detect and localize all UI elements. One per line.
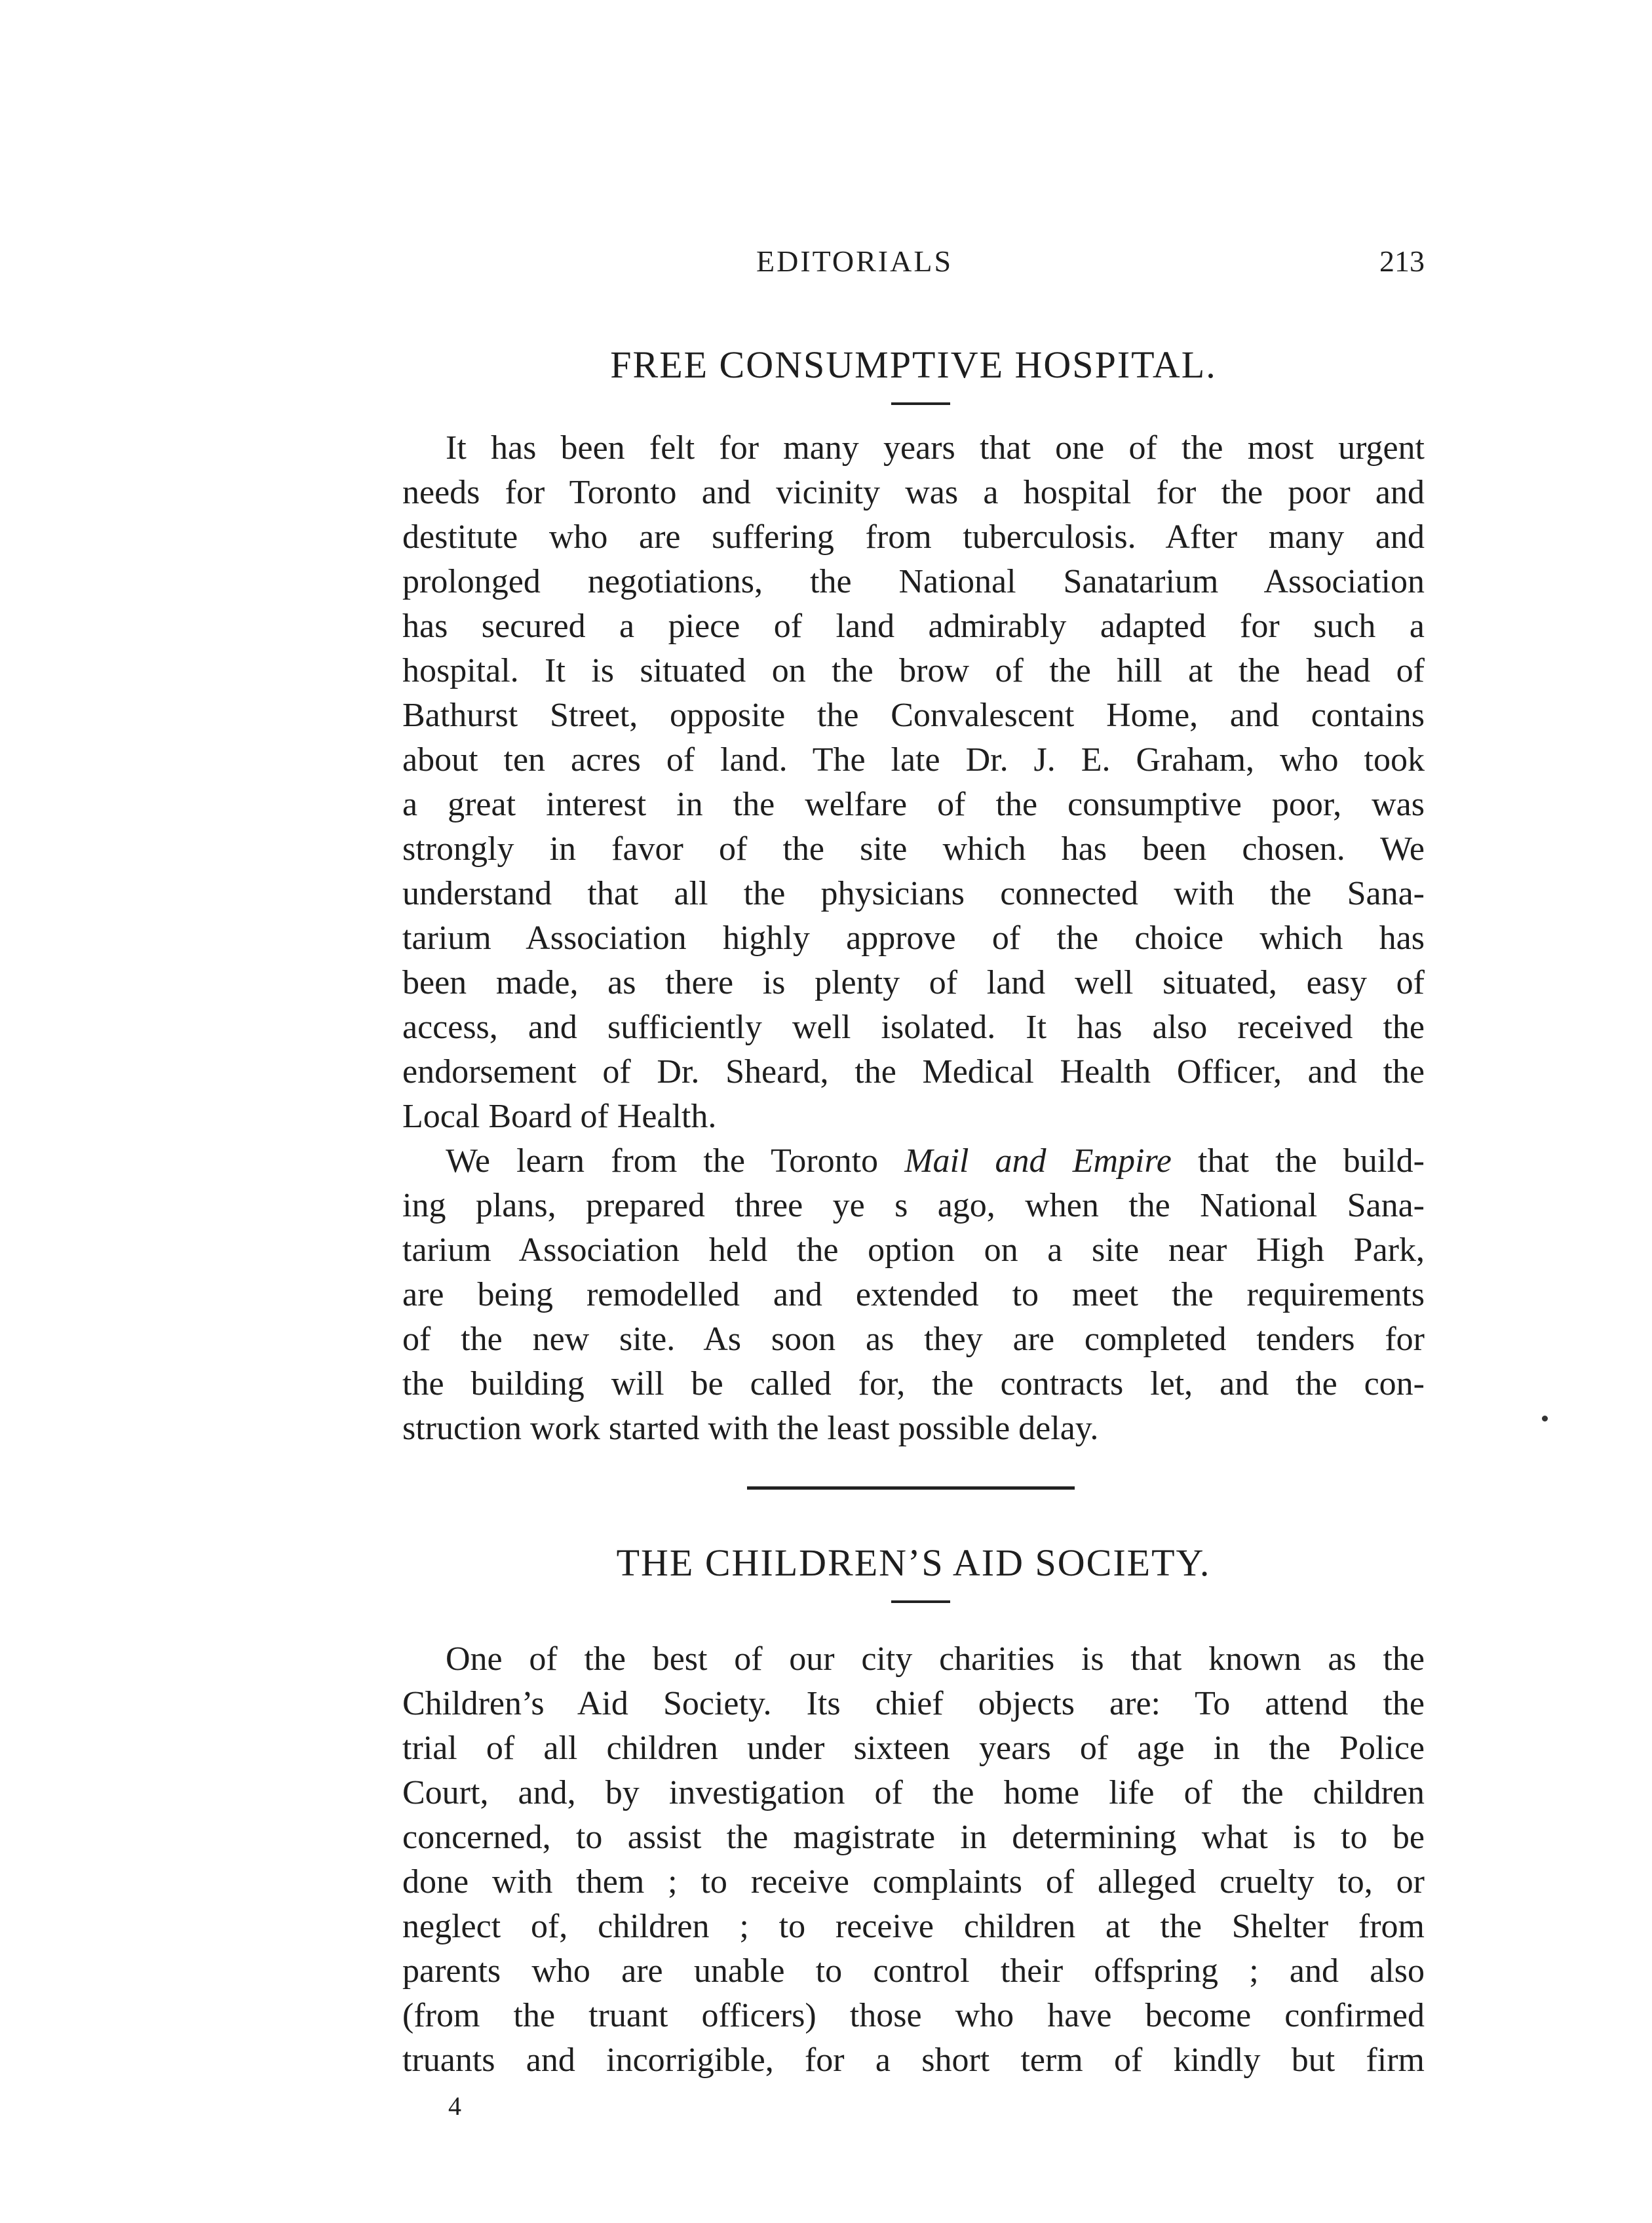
text-line: done with them ; to receive complaints of alleged cruelty to, or bbox=[402, 1863, 1425, 1901]
article-body-childrens-aid bbox=[402, 1637, 1425, 2083]
text-fragment: We learn from the Toronto bbox=[446, 1142, 905, 1180]
article-title-hospital: FREE CONSUMPTIVE HOSPITAL. bbox=[610, 343, 1217, 386]
text-line: (from the truant officers) those who have become confirmed bbox=[402, 1997, 1425, 2034]
text-line: Children’s Aid Society. Its chief objects are: To attend the bbox=[402, 1685, 1425, 1722]
text-line: Local Board of Health. bbox=[402, 1098, 717, 1135]
text-line: been made, as there is plenty of land well situated, easy of bbox=[402, 964, 1425, 1001]
article-body-hospital bbox=[402, 426, 1425, 1451]
title-rule bbox=[891, 402, 950, 405]
text-line: ing plans, prepared three ye s ago, when the National Sana- bbox=[402, 1187, 1425, 1224]
text-line: needs for Toronto and vicinity was a hospital for the poor and bbox=[402, 474, 1425, 511]
text-line: destitute who are suffering from tuberculosis. After many and bbox=[402, 518, 1425, 556]
running-head-title: EDITORIALS bbox=[756, 244, 953, 278]
text-line: trial of all children under sixteen years of age in the Police bbox=[402, 1730, 1425, 1767]
text-line: the building will be called for, the contracts let, and the con- bbox=[402, 1365, 1425, 1402]
running-head bbox=[402, 244, 1425, 290]
text-line: Court, and, by investigation of the home life of the children bbox=[402, 1774, 1425, 1811]
text-line: tarium Association highly approve of the choice which has bbox=[402, 919, 1425, 957]
text-line: about ten acres of land. The late Dr. J. E. Graham, who took bbox=[402, 741, 1425, 779]
text-line: tarium Association held the option on a site near High Park, bbox=[402, 1231, 1425, 1269]
text-line: parents who are unable to control their offspring ; and also bbox=[402, 1952, 1425, 1990]
text-line bbox=[402, 1139, 1425, 1184]
text-line: One of the best of our city charities is that known as the bbox=[446, 1640, 1425, 1678]
text-line: a great interest in the welfare of the consumptive poor, was bbox=[402, 786, 1425, 823]
text-line: strongly in favor of the site which has been chosen. We bbox=[402, 830, 1425, 868]
text-line: are being remodelled and extended to meet the requirements bbox=[402, 1276, 1425, 1313]
signature-mark: 4 bbox=[448, 2091, 461, 2121]
text-line: of the new site. As soon as they are completed tenders for bbox=[402, 1321, 1425, 1358]
ink-speck bbox=[1542, 1416, 1548, 1421]
text-line: truants and incorrigible, for a short term of kindly but firm bbox=[402, 2041, 1425, 2079]
text-line: prolonged negotiations, the National Sanatarium Association bbox=[402, 563, 1425, 600]
text-fragment: that the build- bbox=[1171, 1142, 1425, 1180]
text-line: Bathurst Street, opposite the Convalescent Home, and contains bbox=[402, 697, 1425, 734]
title-rule bbox=[891, 1600, 950, 1603]
text-line: It has been felt for many years that one of the most urgent bbox=[446, 429, 1425, 467]
text-line: has secured a piece of land admirably adapted for such a bbox=[402, 608, 1425, 645]
text-line: concerned, to assist the magistrate in determining what is to be bbox=[402, 1819, 1425, 1856]
newspaper-title: Mail and Empire bbox=[904, 1142, 1172, 1180]
text-line: understand that all the physicians connected with the Sana- bbox=[402, 875, 1425, 912]
section-divider bbox=[747, 1486, 1075, 1490]
text-line: neglect of, children ; to receive children at the Shelter from bbox=[402, 1908, 1425, 1945]
text-line: endorsement of Dr. Sheard, the Medical Health Officer, and the bbox=[402, 1053, 1425, 1091]
text-line: struction work started with the least possible delay. bbox=[402, 1410, 1099, 1447]
text-line: hospital. It is situated on the brow of the hill at the head of bbox=[402, 652, 1425, 689]
article-title-childrens-aid: THE CHILDREN’S AID SOCIETY. bbox=[616, 1541, 1211, 1584]
text-line: access, and sufficiently well isolated. It has also received the bbox=[402, 1009, 1425, 1046]
page-number: 213 bbox=[1379, 244, 1425, 278]
